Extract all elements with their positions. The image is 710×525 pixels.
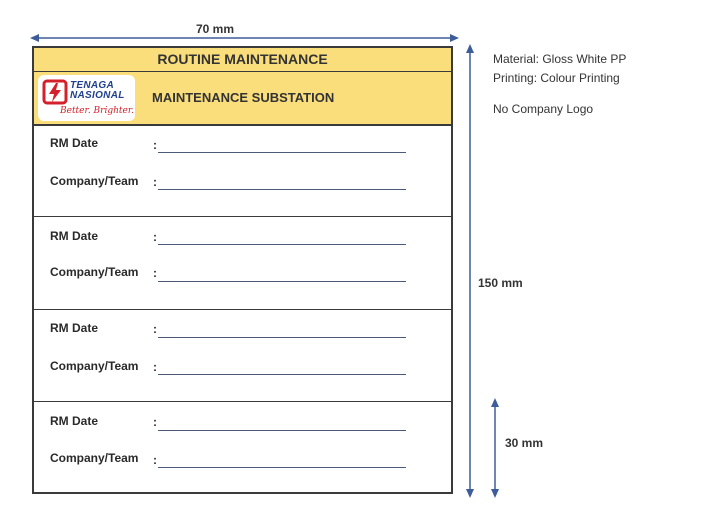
- height-dimension-label: 150 mm: [478, 276, 523, 290]
- colon: :: [153, 360, 157, 374]
- form-section: [34, 402, 451, 492]
- height-dimension-arrow: [463, 44, 477, 498]
- card-title: ROUTINE MAINTENANCE: [34, 48, 451, 72]
- rm-date-label: RM Date: [50, 321, 99, 335]
- rm-date-field[interactable]: [158, 430, 406, 431]
- company-team-label: Company/Team: [50, 174, 139, 188]
- rm-date-field[interactable]: [158, 244, 406, 245]
- logo-line2: NASIONAL: [70, 90, 125, 101]
- rm-date-field[interactable]: [158, 337, 406, 338]
- colon: :: [153, 138, 157, 152]
- section-dimension-label: 30 mm: [505, 436, 544, 450]
- company-team-field[interactable]: [158, 467, 406, 468]
- colon: :: [153, 230, 157, 244]
- colon: :: [153, 322, 157, 336]
- logo-tagline: Better. Brighter.: [60, 106, 135, 116]
- rm-date-label: RM Date: [50, 414, 99, 428]
- colon: :: [153, 175, 157, 189]
- colon: :: [153, 266, 157, 280]
- maintenance-label-card: [32, 46, 453, 494]
- company-team-label: Company/Team: [50, 265, 139, 279]
- rm-date-label: RM Date: [50, 136, 99, 150]
- section-dimension-arrow: [488, 398, 502, 498]
- company-team-field[interactable]: [158, 189, 406, 190]
- logo-line1: TENAGA: [70, 80, 115, 91]
- form-section: [34, 217, 451, 309]
- company-team-field[interactable]: [158, 374, 406, 375]
- form-section: [34, 125, 451, 217]
- colon: :: [153, 453, 157, 467]
- printing-note: Printing: Colour Printing: [493, 71, 620, 85]
- width-dimension-arrow: [30, 32, 460, 44]
- colon: :: [153, 415, 157, 429]
- card-header-band: [34, 72, 451, 126]
- company-team-label: Company/Team: [50, 359, 139, 373]
- logo-note: No Company Logo: [493, 102, 594, 116]
- tnb-logo-icon: [42, 79, 68, 105]
- rm-date-field[interactable]: [158, 152, 406, 153]
- rm-date-label: RM Date: [50, 229, 99, 243]
- form-section: [34, 310, 451, 402]
- company-team-field[interactable]: [158, 281, 406, 282]
- width-dimension-label: 70 mm: [196, 22, 235, 36]
- material-note: Material: Gloss White PP: [493, 52, 627, 66]
- card-subtitle: MAINTENANCE SUBSTATION: [152, 90, 335, 105]
- tnb-logo: [38, 75, 135, 121]
- company-team-label: Company/Team: [50, 451, 139, 465]
